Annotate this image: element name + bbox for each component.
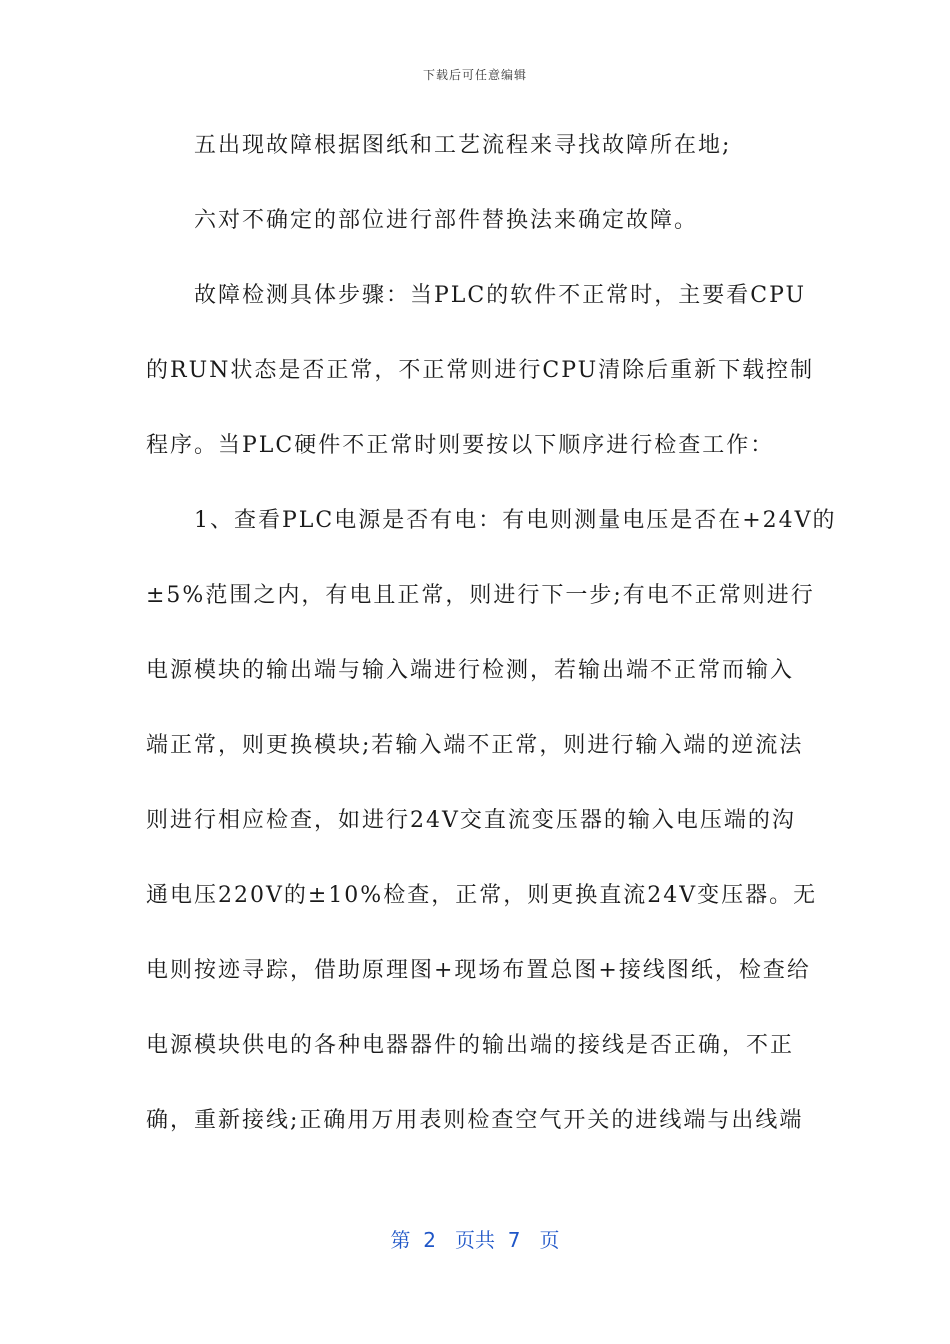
paragraph-line: 电源模块供电的各种电器器件的输出端的接线是否正确，不正 bbox=[146, 1033, 795, 1058]
paragraph-line: 程序。当PLC硬件不正常时则要按以下顺序进行检查工作： bbox=[146, 433, 775, 458]
paragraph-line: 电源模块的输出端与输入端进行检测，若输出端不正常而输入 bbox=[146, 658, 795, 683]
paragraph-line: 端正常，则更换模块;若输入端不正常，则进行输入端的逆流法 bbox=[146, 733, 804, 758]
paragraph-line: 的RUN状态是否正常，不正常则进行CPU清除后重新下载控制 bbox=[146, 358, 815, 383]
header-note: 下载后可任意编辑 bbox=[422, 68, 527, 82]
paragraph-line: 六对不确定的部位进行部件替换法来确定故障。 bbox=[194, 208, 699, 233]
paragraph-line: 则进行相应检查，如进行24V交直流变压器的输入电压端的沟 bbox=[146, 808, 796, 833]
paragraph-line: 确，重新接线;正确用万用表则检查空气开关的进线端与出线端 bbox=[146, 1108, 804, 1133]
paragraph-line: 五出现故障根据图纸和工艺流程来寻找故障所在地; bbox=[194, 133, 732, 158]
document-body bbox=[146, 122, 837, 1172]
paragraph-line: 1、查看PLC电源是否有电：有电则测量电压是否在+24V的 bbox=[194, 508, 837, 533]
page-number-footer: 第 2 页共 7 页 bbox=[390, 1228, 560, 1252]
paragraph-line: 通电压220V的±10%检查，正常，则更换直流24V变压器。无 bbox=[146, 883, 818, 908]
paragraph-line: ±5%范围之内，有电且正常，则进行下一步;有电不正常则进行 bbox=[146, 583, 815, 608]
paragraph-line: 故障检测具体步骤：当PLC的软件不正常时，主要看CPU bbox=[194, 283, 807, 308]
paragraph-line: 电则按迹寻踪，借助原理图+现场布置总图+接线图纸，检查给 bbox=[146, 958, 811, 983]
